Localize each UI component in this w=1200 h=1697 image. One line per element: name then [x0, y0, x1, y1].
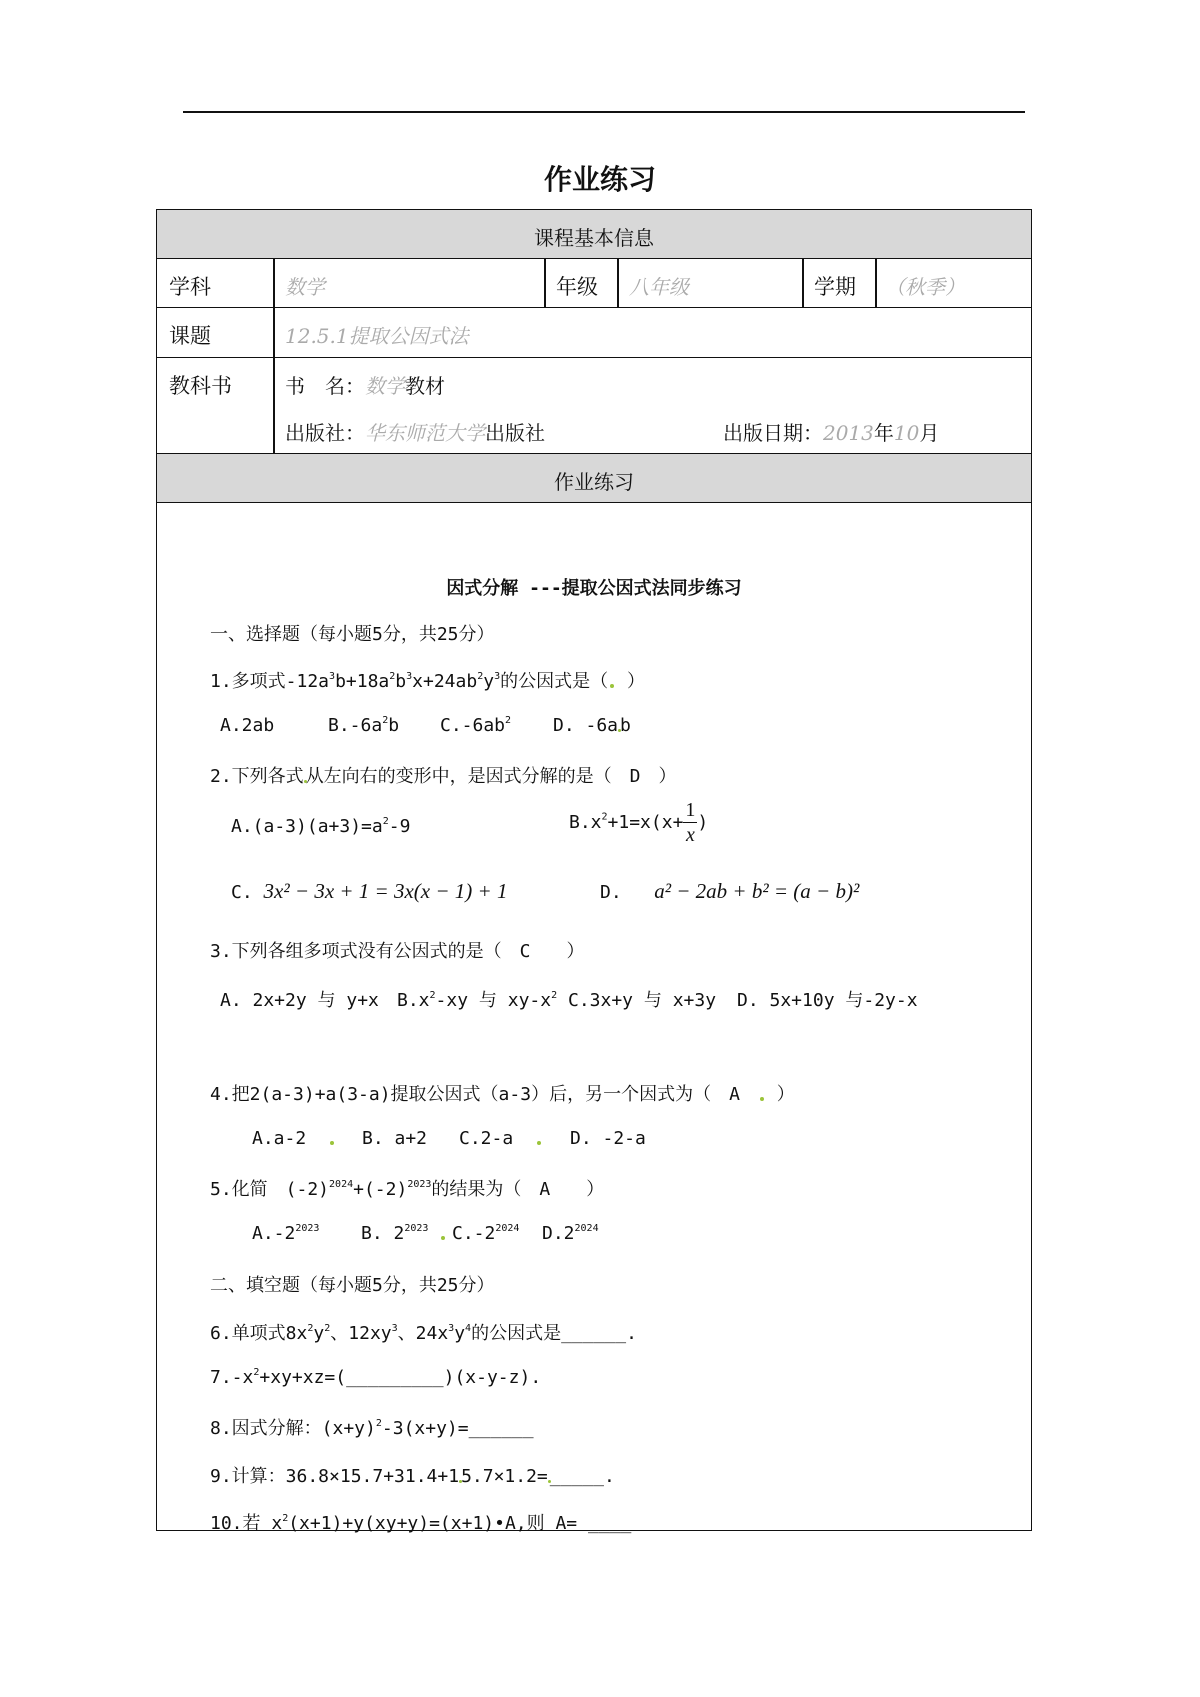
q2-option-a: $A.(a-3)(a+3)=a^2-9$	[231, 816, 411, 837]
q5-option-c: $C.-2^{2024}$	[452, 1223, 520, 1244]
q4-option-b: B. a+2	[362, 1128, 428, 1149]
header-rule	[183, 111, 1025, 113]
exercise-body	[157, 503, 1031, 1534]
book-name-line	[285, 370, 445, 399]
q3-stem: 3.下列各组多项式没有公因式的是（ C ）	[210, 941, 585, 962]
subject-label: 学科	[169, 275, 211, 299]
q1-stem: 1.多项式$-12a^3b+18a^2b^3x+24ab^2y^3$的公因式是（ ）	[210, 671, 645, 692]
q5-option-a: $A.-2^{2023}$	[252, 1223, 320, 1244]
publisher-fill: 华东师范大学	[365, 421, 485, 445]
q5-stem: 5.化简 $(-2)^{2024}+(-2)^{2023}$的结果为（ A ）	[210, 1179, 605, 1200]
q2-option-d: D. a² − 2ab + b² = (a − b)²	[600, 879, 860, 903]
q5-option-d: $D.2^{2024}$	[542, 1223, 599, 1244]
grade-label: 年级	[556, 275, 598, 299]
q1-option-b: $B.-6a^2b$	[328, 715, 400, 736]
pub-date-line	[723, 417, 939, 446]
topic-value: 12.5.1提取公因式法	[285, 324, 469, 348]
book-name-fill: 数学	[365, 374, 405, 398]
publisher-label: 出版社：	[285, 421, 365, 445]
q2-stem: 2.下列各式 从左向右的变形中，是因式分解的是（ D ）	[210, 766, 677, 787]
textbook-row	[157, 358, 1031, 454]
year-char: 年	[873, 421, 894, 445]
course-info-header-row	[157, 210, 1031, 259]
q7-stem: $7.-x^2+xy+xz=(\_\_\_\_\_\_\_\_\_)(x-y-z)$.	[210, 1367, 542, 1388]
month-char: 月	[919, 421, 940, 445]
q3-option-c: C.3x+y 与 x+3y	[568, 990, 717, 1011]
q4-option-d: D. -2-a	[570, 1128, 646, 1149]
page-title: 作业练习	[543, 163, 656, 196]
q10-stem: 10.若 $x^2(x+1)+y(xy+y)=(x+1)•A$,则 A= ____	[210, 1513, 632, 1534]
q4-option-c: C.2-a	[459, 1128, 543, 1149]
q1-option-a: A.2ab	[220, 715, 275, 736]
exercise-header: 作业练习	[554, 470, 634, 494]
topic-row	[157, 308, 1031, 358]
book-name-label: 书 名：	[285, 374, 365, 398]
exercise-title: 因式分解 ---提取公因式法同步练习	[446, 578, 742, 599]
pub-date-label: 出版日期：	[723, 421, 823, 445]
q3-option-a: A. 2x+2y 与 y+x	[220, 990, 379, 1011]
publisher-suffix: 出版社	[485, 421, 545, 445]
pub-month: 10	[893, 421, 920, 445]
section-choice-heading: 一、选择题（每小题5分，共25分）	[210, 624, 495, 645]
q3-option-d: D. 5x+10y 与-2y-x	[737, 990, 918, 1011]
q2-fraction: $\frac{1}{x}$	[685, 799, 696, 846]
q2-option-b: $B.x^2+1=x(x+$ $\frac{1}{x}$ )	[569, 799, 709, 846]
pub-year: 2013	[823, 421, 874, 445]
q1-option-d: D. -6a b	[553, 715, 631, 736]
exercise-header-row	[157, 454, 1031, 503]
course-info-header: 课程基本信息	[534, 226, 654, 250]
q2-option-c: C. 3x² − 3x + 1 = 3x(x − 1) + 1	[231, 879, 508, 903]
q5-option-b: B. $2^{2023}$	[361, 1223, 447, 1244]
subject-row	[157, 259, 1031, 308]
topic-label: 课题	[169, 324, 211, 348]
publisher-line	[285, 417, 545, 446]
q1-option-c: $C.-6ab^2$	[440, 715, 512, 736]
q4-stem: 4.把2(a-3)+a(3-a)提取公因式（a-3）后，另一个因式为（ A ）	[210, 1084, 795, 1105]
grade-value: 八年级	[629, 275, 689, 299]
textbook-label: 教科书	[169, 374, 232, 398]
q3-option-b: $B.x^2-xy$ 与 $xy-x^2$	[397, 990, 558, 1011]
term-label: 学期	[814, 275, 856, 299]
q8-stem: 8.因式分解：$(x+y)^2-3(x+y)=\_\_\_\_\_\_$	[210, 1418, 534, 1439]
term-value: （秋季）	[885, 275, 965, 299]
q6-stem: 6.单项式$8x^2y^2$、$12xy^3$、$24x^3y^4$的公因式是______.	[210, 1323, 637, 1344]
q9-stem: 9.计算：36.8×15.7+31.4+1 5.7×1.2= _____.	[210, 1466, 615, 1487]
q4-option-a: A.a-2	[252, 1128, 336, 1149]
book-name-suffix: 教材	[405, 374, 445, 398]
worksheet-table	[156, 209, 1032, 1534]
section-fill-heading: 二、填空题（每小题5分，共25分）	[210, 1275, 495, 1296]
subject-value: 数学	[285, 275, 325, 299]
